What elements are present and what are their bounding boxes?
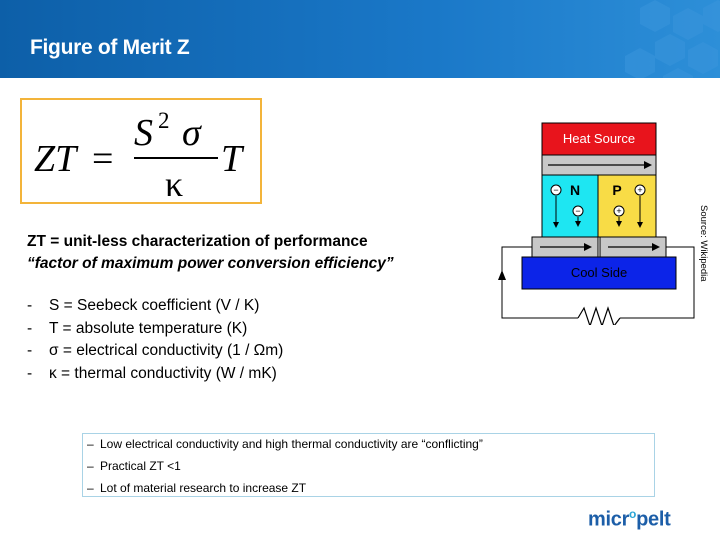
- n-label: N: [569, 182, 581, 198]
- formula-box: [20, 98, 262, 204]
- definition-text: T = absolute temperature (K): [49, 319, 248, 337]
- heat-source-label: Heat Source: [562, 131, 636, 146]
- thermoelectric-diagram: [498, 120, 698, 325]
- note-dash: –: [87, 481, 94, 495]
- hexagon-pattern: [610, 0, 720, 78]
- formula-equals: =: [92, 138, 114, 180]
- list-dash: -: [27, 364, 33, 382]
- formula-sigma: σ: [182, 112, 201, 154]
- p-leg: [598, 175, 656, 237]
- logo-text-part2: pelt: [636, 508, 671, 531]
- slide-title: Figure of Merit Z: [30, 36, 190, 59]
- note-text: Lot of material research to increase ZT: [100, 481, 307, 495]
- definitions-list: [27, 297, 283, 387]
- note-text: Practical ZT <1: [100, 459, 181, 473]
- notes-box: [82, 433, 655, 497]
- note-text: Low electrical conductivity and high thermal conductivity are “conflicting”: [100, 437, 483, 451]
- note-dash: –: [87, 437, 94, 451]
- zt-description: [27, 233, 394, 277]
- list-item: [27, 297, 283, 320]
- hole-symbol: +: [637, 185, 643, 195]
- zt-formula: [22, 100, 264, 206]
- electron-symbol: −: [575, 206, 581, 216]
- current-arrow: [498, 270, 506, 280]
- image-source-credit: Source: Wikipedia: [698, 205, 709, 282]
- formula-exponent: 2: [158, 108, 170, 133]
- list-dash: -: [27, 297, 33, 314]
- formula-lhs: ZT: [34, 138, 77, 180]
- list-item: [27, 365, 283, 388]
- hole-symbol: +: [616, 206, 622, 216]
- formula-denominator: κ: [165, 164, 184, 204]
- formula-rhs: T: [221, 138, 243, 180]
- header-bar: [0, 0, 720, 78]
- definition-text: κ = thermal conductivity (W / mK): [49, 364, 277, 382]
- description-line2: “factor of maximum power conversion efficiency”: [27, 255, 394, 272]
- definition-text: S = Seebeck coefficient (V / K): [49, 297, 260, 314]
- electron-symbol: −: [553, 185, 559, 195]
- definition-text: σ = electrical conductivity (1 / Ωm): [49, 342, 284, 359]
- list-item: [27, 320, 283, 343]
- list-dash: -: [27, 319, 33, 337]
- list-item: [27, 342, 283, 365]
- logo-degree: o: [629, 507, 637, 521]
- list-dash: -: [27, 342, 33, 359]
- list-item: [87, 459, 181, 473]
- micropelt-logo: [588, 507, 670, 532]
- description-line1: ZT = unit-less characterization of performance: [27, 233, 368, 250]
- formula-numerator: S: [134, 112, 153, 154]
- cool-side-label: Cool Side: [570, 265, 628, 280]
- note-dash: –: [87, 459, 94, 473]
- logo-text-part1: micr: [588, 508, 630, 531]
- p-label: P: [612, 182, 622, 198]
- list-item: [87, 437, 483, 451]
- list-item: [87, 481, 306, 495]
- resistor: [578, 308, 620, 325]
